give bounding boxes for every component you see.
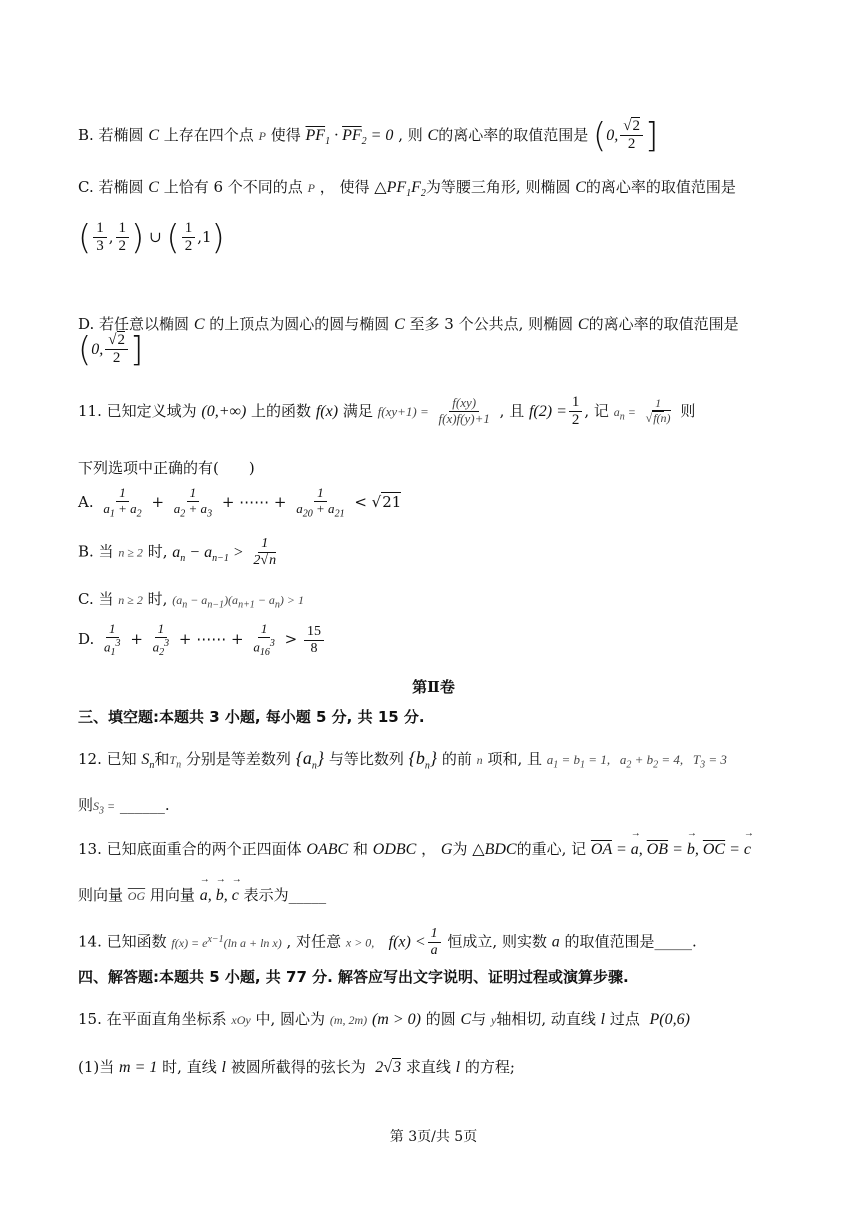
question-12-answer: 则$S_3$ = ______.	[78, 796, 170, 817]
fill-in-header: 三、填空题:本题共 3 小题, 每小题 5 分, 共 15 分.	[78, 708, 425, 726]
section-title: 第Ⅱ卷	[412, 678, 455, 696]
question-11-option-b: B. 当 n ≥ 2 时, $a_n - a_{n-1}$ > $\frac{1}{2√n}$	[78, 536, 277, 569]
question-15-part-1: (1)当 m = 1 时, 直线 l 被圆所截得的弦长为 2√3 求直线 l 的方程;	[78, 1058, 515, 1076]
question-15: 15. 在平面直角坐标系 xOy 中, 圆心为 (m, 2m) (m > 0) 的圆 C与 y轴相切, 动直线 l 过点 P(0,6)	[78, 1010, 690, 1028]
option-c: C. 若椭圆 C 上恰有 6 个不同的点 P ， 使得 $\triangle PF_1F_2$为等腰三角形, 则椭圆 C的离心率的取值范围是	[78, 178, 736, 200]
question-11-option-a: A. $\frac{1}{a_1 + a_2}$ + $\frac{1}{a_2 + a_3}$ + ⋯⋯ + $\frac{1}{a_{20} + a_{21}}$ < √21	[78, 485, 402, 520]
page-footer: 第 3页/共 5页	[389, 1129, 478, 1145]
question-11-option-d: D. $\frac{1}{a_1^3}$ + $\frac{1}{a_2^3}$ + ⋯⋯ + $\frac{1}{a_{16}^3}$ > $\frac{15}{8}$	[78, 622, 326, 658]
question-11-option-c: C. 当 n ≥ 2 时, $(a_n - a_{n-1})(a_{n+1} - a_n) > 1$	[78, 590, 305, 611]
solve-header: 四、解答题:本题共 5 小题, 共 77 分. 解答应写出文字说明、证明过程或演算步骤.	[78, 968, 629, 986]
option-b: B. 若椭圆 C 上存在四个点 P 使得 $\overline{PF}_1 \cdot \overline{PF}_2 = 0$ , 则 C的离心率的取值范围是 (0, $\frac{√2}{2}$ ]	[78, 115, 659, 156]
question-12: 12. 已知 $S_n$和$T_n$ 分别是等差数列 $\{a_n\}$ 与等比数列 $\{b_n\}$ 的前 n 项和, 且 $a_1 = b_1 = 1$, $a_2 + b_2 = 4$, $T_3 = 3$	[78, 748, 727, 772]
dot-product-formula: $\overline{PF}_1 \cdot \overline{PF}_2 = 0$	[305, 126, 394, 147]
option-c-range: ( $\frac{1}{3}$ , $\frac{1}{2}$ ) ∪ ( $\frac{1}{2}$ ,1)	[78, 217, 225, 258]
question-11-prompt: 下列选项中正确的有( )	[78, 459, 255, 477]
option-d: D. 若任意以椭圆 C 的上顶点为圆心的圆与椭圆 C 至多 3 个公共点, 则椭圆 C的离心率的取值范围是	[78, 315, 739, 333]
option-d-range: (0, $\frac{√2}{2}$ ]	[78, 329, 144, 370]
question-13: 13. 已知底面重合的两个正四面体 OABC 和 ODBC ， G为 △BDC的重心, 记 $\overline{OA}$ = → a, $\overline{OB}$ = → b, $\overline{OC}$ = → c	[78, 840, 751, 859]
question-13-prompt: 则向量 $\overline{OG}$ 用向量 → a, → b, → c 表示为_____	[78, 886, 326, 905]
question-11: 11. 已知定义域为 (0,+∞) 上的函数 f(x) 满足 f(xy+1) = $\frac{f(xy)}{f(x)f(y)+1}$ , 且 f(2) = $\frac{1}{2}$ , 记 $a_n$ = $\frac{1}{√f(n)}$ 则	[78, 394, 696, 429]
question-14: 14. 已知函数 $f(x) = e^{x-1}(\ln$ a + ln x) , 对任意 x > 0, f(x) < $\frac{1}{a}$ 恒成立, 则实数 a 的取值范围是_____.	[78, 926, 697, 959]
